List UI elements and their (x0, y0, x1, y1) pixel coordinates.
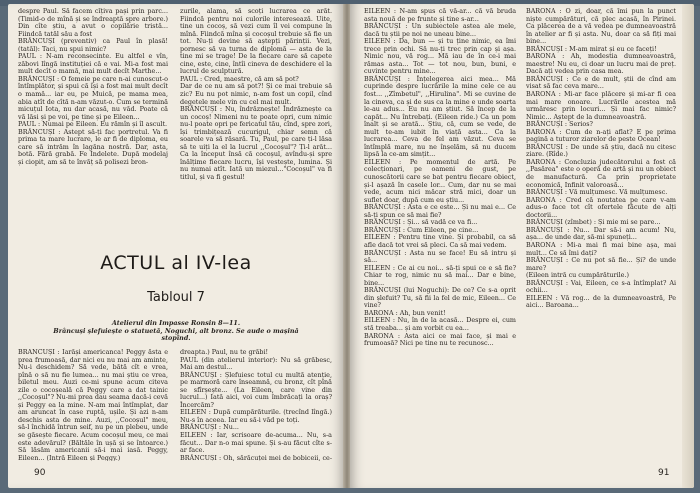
paragraph: PAUL (din atelierul interior): Nu să grăbesc, Mai am destul... (180, 355, 332, 372)
paragraph: BARONA : Mi-ar face plăcere și mi-ar fi cea mai mare onoare. Lucrările acestea mă urmăresc prin locuri... Și mai fac nimic? Nimic... Aștept de la dumneavoastră. (526, 90, 676, 121)
paragraph: BARONA : Asta aici ce mai face, și mai e frumoasă? Nici pe tine nu te recunosc... (364, 331, 516, 348)
right-page (350, 4, 694, 488)
paragraph: BRÂNCUȘI : Nu, îndrăznește! Îndrăznește ca un cocoș! Nimeni nu te poate opri, cum nimic nu-l poate opri pe fericatul tău, cînd, spre zori, își trimbițează cucurigul, chiar semn că soarele va să răsară. Tu, Paul, pe care ți-l lăsa să te uiți la el la lucrul ,,Cocoșul"? Ți-l arăt... Ca la început însă că cocoșul, avîndu-și spre înălțime fiecare lucru, își vestește, lumina. Și nu numai atît. Iată un miezul..."Cocoșul" va fi titlul, și va fi gestul! (180, 105, 332, 182)
paragraph: BARONA : Cred că noutatea pe care v-am adus-o face tot cît ofertele făcute de alți doctorii... (526, 195, 676, 219)
paragraph: EILEEN : Nu, în de la acasă... Despre ei, cum stă treaba... și am vorbit cu ea... (364, 316, 516, 332)
paragraph: EILEEN : Ce ai cu noi... să-ți spui ce e să fie? Chiar te rog, nimic nu să mai... Dar e bine, bine... (364, 263, 516, 287)
paragraph: BRÂNCUȘI : Asta nu se face! Eu să intru și să... (364, 248, 516, 265)
act-title: ACTUL al IV-lea (100, 252, 252, 274)
paragraph: BRÂNCUȘI : Astept să-ți fac portretul. Va fi prima ta mare lucrare, le ar fi de diploma, eu care să intrăm în lagăna nostră. Dar, asta, botă. Fără grabă. Fe Indelete. După modelaj și ciopit, am să te învăț să polisezi bron- (18, 127, 168, 166)
paragraph: BRÂNCUȘI : Cum Eileen, pe cine... (364, 225, 479, 234)
paragraph: BRÂNCUȘI : Înțelegerea aici mea... Mă cuprinde despre lucrările la mine cele ce au fost... ,,Zîmbetul", ,,Hirulina". Mi se cuvine de la cineva, ca și de sus ca la mine e unde soarta le-au adus... Eu nu am știut. Să încep de la capăt... Nu întrebați. (Eileen ride.) Ca un pom înalt și se arată... Știu, că, cum se vede, de mult te-am iubit în viață asta... Ca la lucrarea... Ceva de fel am văzut. Ceva se întîmplă mare, nu ne înșelăm, să nu ducem lipsă la ce-am simțit... (364, 74, 516, 159)
paragraph: BARONA : Concluzia judecătorului a fost că ,,Pasărea" este o operă de artă și nu un obiect de manufactură. Ca prin proprietate economică, Infinit valoroasă... (526, 157, 676, 189)
left-top-column-1 (18, 8, 168, 242)
paragraph: PAUL : N-am reconsecinte. Eu altfel e vîn, zăbovi lîngă instituției că e vai. Mi-a fost mai mult decît o mamă, mai mult decît Marthe... (18, 52, 168, 76)
tableau-title: Tabloul 7 (147, 290, 205, 305)
paragraph: BRÂNCUȘI : Oh, sărăcuței mei de bobiceii, ce- (180, 453, 332, 461)
left-bottom-column-2 (180, 349, 332, 461)
paragraph: EILEEN : Iar, scrisoare de-acuma... Nu, s-a făcut... Dar n-o mai spune. Și s-au făcut cîte s-ar face. (180, 431, 332, 455)
page-number-right: 91 (658, 468, 670, 478)
paragraph: PAUL : Cred, maestre, că am să pot? (180, 74, 299, 83)
paragraph: BRÂNCUȘI : Vă mulțumesc. Vă mulțumesc. (526, 188, 668, 197)
paragraph: BRÂNCUȘI (preventiv) ca Paul în plasă! (tatăl): Taci, nu spui nimic? (18, 37, 168, 53)
paragraph: BRÂNCUȘI : Nu... Dar să-i am acum! Nu, așa... de unde dar, să-mi spuneți... (526, 225, 676, 242)
paragraph: EILEEN : Da, bun — și tu ține nimic, ea îmi trece prin ochi. Să nu-ți trec prin cap și așa. Nimic nou, vă rog... Mă iau de în ce-i mai rămas asta... Tot — tot nou, bun, buni, e cuvinte pentru mine... (364, 37, 516, 76)
paragraph: BARONA : Ah, bun venit! (364, 308, 446, 317)
paragraph: BRÂNCUȘI : Vai, Eileen, ce s-a întîmplat? Ai ochii... (526, 278, 676, 295)
paragraph: BRÂNCUȘI : Asta e ce este... Și nu mai e... Ce să-ți spun ce să mai fie? (364, 203, 516, 219)
paragraph: PAUL : Numai pe Eileen. Eu rămîn și îl ascult. (18, 120, 168, 129)
page-number-left: 90 (34, 468, 46, 478)
stage-direction (38, 320, 314, 343)
paragraph: Dar de ce nu am să pot?! Și ce mai trebuie să zic? Eu nu pot nimic, n-am fost un copil, cînd degetele mele vin cu cel mai mult. (180, 82, 332, 106)
paragraph: EILEEN : Vă rog... de la dumneavoastră, Pe aici... Baroana... (526, 293, 676, 310)
paragraph: BRÂNCUȘI : Șlefuiesc totul cu multă atenție, pe marmoră care înseamnă, cu bronz, cît pînă se sfîrșește... (La Eileen, care vine din lucrul...) Iată aici, voi cum îmbrăcați la oraș? Încercăm? (180, 370, 332, 409)
paragraph: zurile, alama, să scoți lucrarea ce arăt. Fiindcă pentru noi culorile interesează. Uite, tine un cocoș, să vezi cum îl vei compune în mînă. Fiindcă mîna și cocoșul trebuie să fie un tot. Nu-ți devine să aștepți părinții. Vezi, pornesc să va turna de diplomă — asta de la tine mi se trage! De la fiecare care să capete cine, este, cine, întîi cineva de deschidere el la lucrul de sculptură. (180, 8, 332, 76)
paragraph: BARONA : Ah, modestia dumneavoastră, maestre! Nu eu, ci doar un lucru mai de preț. Dacă ați vedea prin casa mea. (526, 52, 676, 76)
paragraph: BRÂNCUȘI (zîmbet) : Și mie mi se pare... (526, 218, 661, 227)
paragraph: despre Paul. Să facem cîțiva pași prin parc... (Timid-o de mînă și se îndreaptă spre arbore.) Din cîte știu, a avut o copilărie tristă... Fiindcă tatăl său a fost (18, 8, 168, 38)
left-bottom-column-1 (18, 349, 168, 461)
stage-direction-line: Atelierul din Impasse Ronsin 8—11. (111, 319, 241, 327)
paragraph: BRÂNCUȘI : Ce nu pot să fie... Și? de unde mare? (526, 256, 676, 272)
paragraph: BRÂNCUȘI : Nu... (180, 423, 239, 432)
paragraph: dreapta.) Paul, nu te grăbi! (180, 349, 269, 356)
paragraph: BRÂNCUȘI : De unde să știu, dacă nu citesc ziare. (Rîde.) (526, 142, 676, 159)
right-column-2 (526, 8, 676, 460)
paragraph: BRÂNCUȘI : Un subiectele astea ale mele, dacă tu știi pe noi ne uneau bine... (364, 22, 516, 38)
paragraph: EILEEN : N-am spus că vă-ar... că vă bruda asta nouă de pe frunte și tine s-ar... (364, 8, 516, 23)
paragraph: EILEEN : Pe momentul de artă. Pe colecționari, pe oameni de gust, pe cunoscătorii care se bat pentru fiecare obiect, și-l așază în casele lor... Cum, dar nu se mai vede, acum nici măcar stră mici, doar un suflet doar, după cum eu știu... (364, 157, 516, 204)
page-edge (682, 4, 694, 488)
paragraph: BARONA : Mi-a mai fi mai bine așa, mai mult... Ce să îmi dați? (526, 240, 676, 257)
paragraph: EILEEN : Pentru tine vine. Și probabil, ca să afle dacă tot vrei să pleci. Ca să mai vedem. (364, 233, 516, 249)
paragraph: BRÂNCUȘI : Serios? (526, 120, 593, 129)
paragraph: BARONA : O zi, doar, că îmi pun la punct niște cumpărături, că plec acasă, în Pirinei. Ca plăcerea de a vă vedea pe dumneavoastră în atelier ar fi și asta. Nu, doar ca să fiți mai bine... (526, 8, 676, 46)
paragraph: BRÂNCUȘI : M-am mirat și eu ce faceți! (526, 44, 657, 53)
stage-direction-line: Brâncuși șlefuiește o statuetă, Noguchi, alt bronz. Se aude o mașină stopînd. (53, 326, 299, 343)
paragraph: BRÂNCUȘI : Și... să vadă ce va fi... (364, 218, 478, 227)
paragraph: (Eileen intră cu cumpărăturile.) (526, 271, 629, 280)
paragraph: BRÂNCUȘI : Iarăși americanca! Peggy ăsta e prea frumoasă, dar nici eu nu mai am aminte, Nu-i deschidem? Să vede, bătă cît e vrea, pînă o să nu fie lumea... nu mai știu ce vrea, biletul meu. Auzi ce-mi spune acum citeva zile o cocoșeală că Peggy care a dat tainic ,,Cocoșul"? Nu-mi prea dau seama dacă-i cevă și Peggy ea la mine. N-am mai întîmplat, dar am aruncat în case ruptă, ușile. Și azi n-am deschis asta de mine. Auzi, ,,Cocoșul" meu, să-l închidă întrun seif, nu pe un plebeu, unde se găsește fiecare. Acum cocoșul meu, ce mai este adevărul? (Băltăle în ușă și se întoarce.) Să lăsăm americanii să-i mai iasă. Peggy, Eileen... (Intră Eileen și Peggy.) (18, 349, 168, 461)
paragraph: BRÂNCUȘI (lui Noguchi): De ce? Ce s-a oprit din șlefuit? Tu, să fii la fel de mic, Eileen... Ce vine? (364, 286, 516, 310)
left-page (8, 4, 344, 488)
paragraph: EILEEN : După cumpărăturile. (trecînd lîngă.) Nu-s în aceea. Iar eu să-i văd pe toți. (180, 408, 332, 424)
right-column-1 (364, 8, 516, 460)
left-top-column-2 (180, 8, 332, 242)
paragraph: BARONA : Cum de n-ați aflat? E pe prima pagină a tuturor ziarelor de peste Ocean! (526, 127, 676, 144)
paragraph: BRÂNCUȘI : O femeie pe care n-ai cunoscut-o întîmplător, și spui că își a fost mai mult decît o mamă... iar eu, pe Muică, pe mama mea, abia atît de cîtă n-am văzut-o. Cum se termină micuțul Iota, nu dar acasă, nu văd. Poate că vă lăsi și pe voi, pe tine și pe Eileen... (18, 74, 168, 121)
paragraph: BRÂNCUȘI : Ce e de mult, știi de cînd am visat să fac ceva mare... (526, 74, 676, 91)
